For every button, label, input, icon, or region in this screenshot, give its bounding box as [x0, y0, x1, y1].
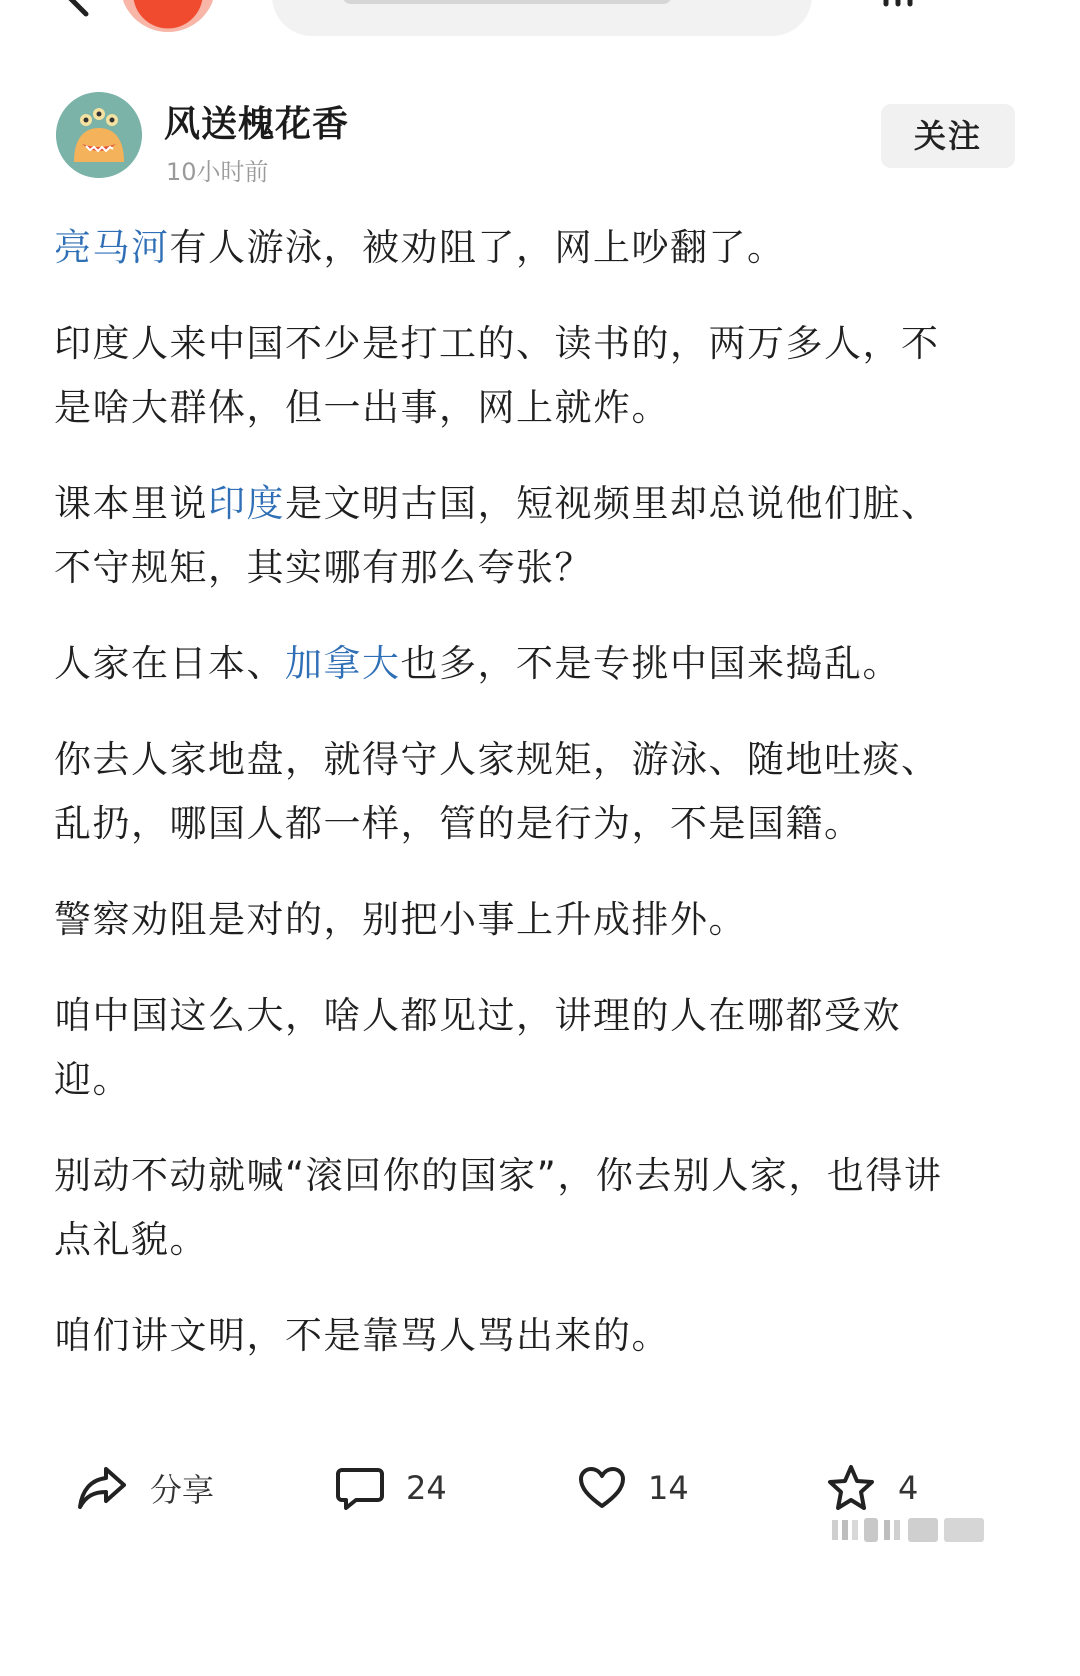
search-placeholder-bar [342, 0, 672, 4]
star-icon [826, 1464, 876, 1512]
paragraph-text: 课本里说 [54, 482, 208, 525]
paragraph-text: 印度人来中国不少是打工的、读书的，两万多人，不是啥大群体，但一出事，网上就炸。 [54, 322, 940, 429]
bottom-blank-area [0, 1560, 1080, 1676]
paragraph-text: 警察劝阻是对的，别把小事上升成排外。 [54, 898, 747, 941]
like-count: 14 [648, 1469, 689, 1507]
post-paragraph [54, 1144, 974, 1272]
share-label: 分享 [150, 1471, 215, 1509]
like-button[interactable] [578, 1450, 689, 1526]
comment-count: 24 [406, 1469, 447, 1507]
paragraph-text: 别动不动就喊“滚回你的国家”，你去别人家，也得讲点礼貌。 [54, 1154, 943, 1261]
search-bar[interactable] [272, 0, 812, 36]
favorite-count: 4 [898, 1469, 919, 1507]
share-icon [76, 1465, 128, 1511]
follow-button[interactable]: 关注 [881, 104, 1015, 168]
topic-link[interactable]: 印度 [208, 482, 285, 525]
favorite-button[interactable] [826, 1450, 918, 1526]
post-paragraph [54, 984, 974, 1112]
heart-icon [578, 1466, 626, 1510]
post-timestamp: 10小时前 [166, 158, 269, 186]
post-paragraph [54, 632, 974, 696]
chevron-left-icon[interactable] [60, 0, 100, 20]
comment-button[interactable] [336, 1450, 447, 1526]
paragraph-text: 咱中国这么大，啥人都见过，讲理的人在哪都受欢迎。 [54, 994, 901, 1101]
paragraph-text: 有人游泳，被劝阻了，网上吵翻了。 [169, 226, 786, 269]
author-header [56, 92, 1024, 188]
comment-icon [336, 1466, 384, 1510]
post-paragraph [54, 1304, 974, 1368]
paragraph-text: 人家在日本、 [54, 642, 285, 685]
watermark-icon [832, 1516, 992, 1544]
top-navigation-bar [0, 0, 1080, 40]
paragraph-text: 也多，不是专挑中国来捣乱。 [400, 642, 901, 685]
author-name[interactable]: 风送槐花香 [164, 104, 350, 145]
app-logo-icon[interactable] [120, 0, 216, 32]
post-paragraph [54, 728, 974, 856]
monster-avatar-icon [56, 92, 142, 178]
post-paragraph [54, 472, 974, 600]
post-paragraph [54, 888, 974, 952]
paragraph-text: 咱们讲文明，不是靠骂人骂出来的。 [54, 1314, 670, 1357]
share-button[interactable] [76, 1450, 214, 1526]
more-icon[interactable] [880, 0, 916, 10]
post-paragraph [54, 312, 974, 440]
paragraph-text: 是文明古国，短视频里却总说他们脏、不守规矩，其实哪有那么夸张？ [54, 482, 940, 589]
topic-link[interactable]: 加拿大 [285, 642, 401, 685]
topic-link[interactable]: 亮马河 [54, 226, 170, 269]
avatar[interactable] [56, 92, 142, 178]
post-content [54, 216, 974, 1400]
post-paragraph [54, 216, 974, 280]
paragraph-text: 你去人家地盘，就得守人家规矩，游泳、随地吐痰、乱扔，哪国人都一样，管的是行为，不是国籍。 [54, 738, 940, 845]
